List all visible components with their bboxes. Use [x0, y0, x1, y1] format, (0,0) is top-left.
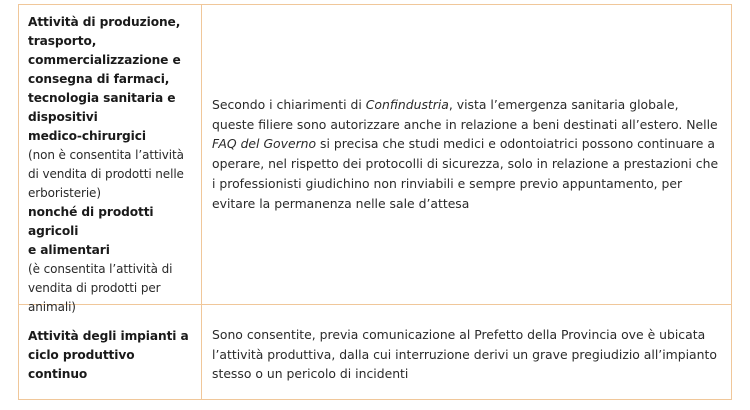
activity-title-line: Attività di produzione, — [28, 15, 181, 29]
description-cell — [202, 305, 731, 399]
activity-note-line: (è consentita l’attività di — [28, 262, 173, 276]
description-segment: Secondo i chiarimenti di — [212, 97, 366, 112]
activity-title-line: nonché di prodotti agricoli — [28, 205, 154, 238]
table-row — [19, 5, 731, 314]
activity-title-line: Attività degli impianti a — [28, 329, 189, 343]
activity-note-line: (non è consentita l’attività — [28, 148, 184, 162]
activity-title-line: dispositivi — [28, 110, 98, 124]
activity-note-line: erboristerie) — [28, 186, 101, 200]
activity-title — [28, 327, 195, 384]
description-segment: si precisa che studi medici e odontoiatrici possono continuare a operare, nel rispetto dei protocolli di sicurezza, solo in relazione a prestazioni che i professionisti giudichino non rinviabili e sempre previo appuntamento, per evitare la permanenza nelle sale d’attesa — [212, 136, 719, 211]
activity-cell — [19, 305, 202, 399]
activity-title-line: tecnologia sanitaria e — [28, 91, 176, 105]
activity-title-line: commercializzazione e — [28, 53, 181, 67]
activity-title-line: e alimentari — [28, 243, 110, 257]
activity-note-line: animali) — [28, 300, 76, 314]
description-italic: FAQ del Governo — [212, 136, 317, 152]
description-italic: Confindustria — [365, 97, 449, 112]
activity-title-line: consegna di farmaci, — [28, 72, 170, 86]
activity-cell — [19, 5, 202, 314]
activity-title-line: ciclo produttivo continuo — [28, 348, 135, 381]
description-segment: , vista l’emergenza sanitaria globale, queste filiere sono autorizzare anche in relazione a beni destinati all’estero. Nelle — [212, 97, 718, 132]
activity-note-line: di vendita di prodotti nelle — [28, 167, 184, 181]
description-text — [212, 95, 721, 213]
description-cell — [202, 5, 731, 304]
activity-note-line: vendita di prodotti per — [28, 281, 161, 295]
activity-title-line: trasporto, — [28, 34, 97, 48]
activities-table — [18, 4, 732, 400]
table-row — [19, 305, 731, 399]
description-text: Sono consentite, previa comunicazione al Prefetto della Provincia ove è ubicata l’attività produttiva, dalla cui interruzione derivi un grave pregiudizio all’impianto stesso o un pericolo di incidenti — [212, 327, 717, 382]
activity-title-line: medico-chirurgici — [28, 129, 146, 143]
